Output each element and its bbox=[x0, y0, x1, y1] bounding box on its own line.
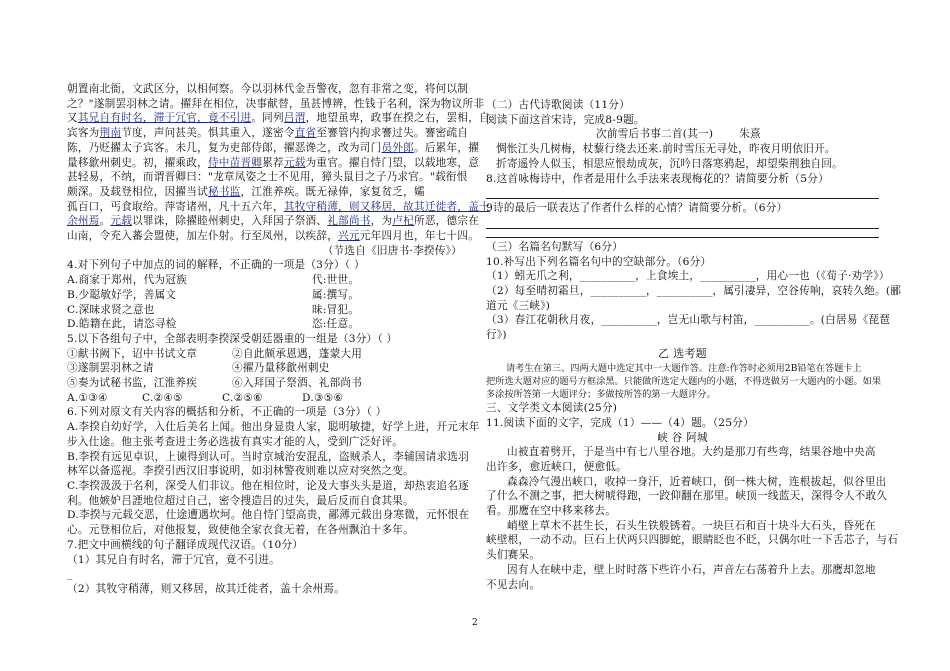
question-9: 9诗的最后一联表达了作者什么样的心情？请简要分析。（6分） bbox=[486, 202, 788, 215]
story-line: 了什么不测之事，把大树唬得跑，一跤仰翻在那里。峡顶一线蓝天，深得令人不敢久 bbox=[486, 490, 888, 503]
fill-blank-line: （3）春江花朝秋月夜，__________，岂无山歌与村笛，__________。(白居易《琵琶 bbox=[486, 314, 891, 327]
option-row: ①献书阙下，诏中书试文章 ②自此颇承恩遇，蓬蒙大用 bbox=[67, 347, 363, 360]
left-column bbox=[67, 82, 490, 597]
question-5: 5.以下各组句子中，全部表明李揆深受朝廷器重的一组是（3分）（ ） bbox=[67, 332, 398, 345]
text-line: 宾客为荆南节度，声问甚美。惧其重入，遂密令直省至謇管内拘求謇过失。謇密疏自 bbox=[67, 127, 469, 140]
fill-blank-line: 行》) bbox=[486, 329, 507, 342]
underlined-era: 兴元 bbox=[338, 230, 360, 243]
story-line: 森森冷气漫出峡口，收掉一身汗，近着峡口，倒一株大树，连根拔起，似谷里出 bbox=[507, 475, 887, 488]
section-heading: 三、文学类文本阅读(25分) bbox=[486, 402, 618, 415]
text-line: 步入仕途。他主张考查进士务必选拔有真实才能的人，受到广泛好评。 bbox=[67, 435, 404, 448]
poem-title: 次前雪后书事二首(其一) bbox=[596, 128, 714, 141]
option-row: D.皓籍在此，请恣寻检 恣:任意。 bbox=[67, 318, 360, 331]
option-row: A.商家于郑州，代为冠族 代:世世。 bbox=[67, 274, 360, 287]
answer-dash: _ bbox=[67, 568, 73, 581]
story-line: 头们赛呆。 bbox=[486, 549, 541, 562]
story-line: 出许多，愈近峡口，便愈低。 bbox=[486, 460, 627, 473]
answer-options: A.①③④ C.②④⑤ C.②⑤⑥ D.③⑤⑥ bbox=[67, 391, 344, 404]
notice-line: 把所选大题对应的题号方框涂黑。只能做所选定大题内的小题，不得选做另一大题内的小题。如果 bbox=[486, 375, 882, 387]
translation-item-1: （1）其兄自有时名，滞于冗官，竟不引进。 bbox=[67, 553, 281, 566]
text-line: 陈，乃贬擢太子宾客。未几，复为吏部侍郎，擢恶谗之，改为司门员外郎。后累年，擢 bbox=[67, 141, 480, 154]
question-6: 6.下列对原文有关内容的概括和分析，不正确的一项是（3分）（ ） bbox=[67, 406, 387, 419]
text-line: 孤百口，丐食取给。萍寄诸州，凡十五六年，其牧守稍薄，则又移居，故其迁徙者，盖十 bbox=[67, 200, 490, 213]
underlined-name: 吕渭 bbox=[283, 112, 306, 125]
text-line: 心。元登相位后，对他报复，致使他全家衣食无着，在各州飘泊十多年。 bbox=[67, 524, 414, 537]
poem-heading bbox=[486, 127, 879, 142]
source-citation: （节选自《旧唐书·李揆传》） bbox=[322, 244, 462, 257]
option-row: C.深昧求贤之意也 昧:冒犯。 bbox=[67, 303, 360, 316]
text-line: 山南，令充入蕃会盟使，加左仆射。行至凤州，以疾辞，兴元元年四月也，年七十四。 bbox=[67, 230, 480, 243]
story-line: 不见去向。 bbox=[486, 578, 541, 591]
story-line: 峭壁上草木不甚生长，石头生铁般锈着。一块巨石和百十块斗大石头，昏死在 bbox=[507, 519, 876, 532]
text-line: 又其兄自有时名，滞于冗官，竟不引进。同列吕渭，地望虽卑，政事在揆之右，罢相，自 bbox=[67, 112, 490, 125]
underlined-title: 秘书监 bbox=[207, 185, 241, 198]
text-line: 甚轻易，不纳，而谓晋卿曰："龙章凤姿之士不见用，獐头鼠目之子乃求官。"载衔恨 bbox=[67, 171, 468, 184]
question-7: 7.把文中画横线的句子翻译成现代汉语。（10分） bbox=[67, 538, 304, 551]
story-line: 峡壁根，一动不动。巨石上伏两只四脚蛇，眼睛眨也不眨，只偶尔吐一下舌芯子，与石 bbox=[486, 534, 899, 547]
option-row: ③遂制罢羽林之请 ④擢乃量移歙州刺史 bbox=[67, 362, 330, 375]
underlined-name: 元载 bbox=[110, 215, 133, 228]
underlined-title: 直省 bbox=[294, 127, 317, 140]
option-row: B.少聪敏好学，善属文 属:撰写。 bbox=[67, 288, 360, 301]
question-10: 10.补写出下列名篇名句中的空缺部分。（6分） bbox=[486, 255, 712, 268]
section-heading: （二）古代诗歌阅读（11分） bbox=[486, 99, 631, 111]
text-line: 朝置南北衙，文武区分，以相何察。今以羽林代金吾警夜，忽有非常之变，将何以制 bbox=[67, 83, 469, 95]
text-line: C.李揆汲汲于名利，深受人们非议。他在相位时，论及大事头头是道，却热衷追名逐 bbox=[67, 479, 469, 492]
answer-line[interactable] bbox=[486, 216, 879, 229]
underlined-title: 员外郎 bbox=[381, 141, 414, 154]
underlined-sentence: 其牧守稍薄，则又移居，故其迁徙者，盖十 bbox=[283, 200, 490, 213]
text-line: 利。他嫉妒吕諲地位超过自己，密令搜造吕的过失，最后反而自食其果。 bbox=[67, 494, 414, 507]
question-8: 8.这首咏梅诗中，作者是用什么手法来表现梅花的？请简要分析（5分） bbox=[486, 172, 829, 185]
section-heading: （三）名篇名句默写（6分） bbox=[486, 240, 624, 253]
underlined-name: 侍中苗晋卿 bbox=[207, 156, 263, 169]
story-line: 山被直着劈开，于是当中有七八里谷地。大约是那刀有些弯，结果谷地中央高 bbox=[507, 446, 876, 459]
text-line: 余州焉。元载以罪诛，除擢睦州刺史，入拜国子祭酒、礼部尚书，为卢杞所恶，德宗在 bbox=[67, 215, 480, 228]
poem-line: 折寄遥怜人似玉，相思应恨劫成灰，沉吟日落寒鸦起，却望柴荆独自回。 bbox=[496, 157, 843, 170]
story-line: 看。那鹰在空中移来移去。 bbox=[486, 505, 617, 518]
underlined-name: 卢杞 bbox=[392, 215, 414, 228]
underlined-title: 礼部尚书 bbox=[327, 215, 371, 228]
section-intro: 阅读下面这首宋诗，完成8-9题。 bbox=[486, 113, 645, 126]
poem-author: 朱熹 bbox=[739, 128, 761, 141]
right-column bbox=[486, 98, 902, 592]
story-title: 峡 谷 阿城 bbox=[657, 431, 708, 444]
translation-item-2: （2）其牧守稍薄，则又移居，故其迁徙者，盖十余州焉。 bbox=[67, 582, 346, 595]
underlined-sentence: 余州焉 bbox=[67, 215, 100, 228]
text-line: B.李揆有远见卓识，上谏得到认可。当时京城治安混乱，盗贼杀人，李辅国请求选羽 bbox=[67, 450, 470, 463]
text-line: 颇深。及载登相位，因擢当试秘书监，江淮养疾。既无禄俸，家复贫乏，孀 bbox=[67, 185, 425, 198]
underlined-name: 元载 bbox=[283, 156, 306, 169]
question-11: 11.阅读下面的文字，完成（1）——（4）题。（25分） bbox=[486, 416, 754, 429]
answer-line[interactable] bbox=[486, 231, 879, 238]
fill-blank-line: 道元《三峡》) bbox=[486, 299, 551, 312]
story-line: 因有人在峡中走，壁上时时落下些许小石，声音左右荡着升上去。那鹰却忽地 bbox=[507, 563, 876, 576]
text-line: D.李揆与元载交恶，仕途遭遇坎坷。他自恃门望高贵，鄙薄元载出身寒微，元怀恨在 bbox=[67, 509, 470, 522]
question-4: 4.对下列句子中加点的词的解释，不正确的一项是（3分）（ ） bbox=[67, 259, 365, 272]
text-line: 量移歙州刺史。初，擢乘政，侍中苗晋卿累荐元载为重官。擢自恃门望，以载地寒，意 bbox=[67, 156, 480, 169]
underlined-sentence: 其兄自有时名，滞于冗官，竟不引进 bbox=[77, 112, 252, 125]
poem-line: 惆怅江头几树梅，杖藜行绕去还来.前时雪压无寻处，昨夜月明依旧开。 bbox=[496, 143, 836, 156]
text-line: A.李揆自幼好学，入仕后美名上闻。他出身显贵人家，聪明敏捷，好学上进，开元末年 bbox=[67, 421, 480, 434]
answer-line[interactable] bbox=[486, 186, 879, 199]
notice-line: 请考生在第三、四两大题中选定其中一大题作答。注意:作答时必须用2B铅笔在答题卡上 bbox=[506, 362, 862, 374]
option-row: ⑤奏为试秘书监，江淮养疾 ⑥入拜国子祭酒、礼部尚书 bbox=[67, 377, 363, 390]
page-number: 2 bbox=[472, 618, 478, 628]
text-line: 林军以备巡视。李揆引西汉旧事说明，如羽林警夜则难以应对突然之变。 bbox=[67, 465, 414, 478]
notice-line: 多涂按所答第一大题评分；多做按所答的第一大题评分。 bbox=[486, 388, 716, 400]
optional-section-header: 乙 选考题 bbox=[658, 346, 707, 360]
fill-blank-line: （1）蚓无爪之利，__________，上食埃土，__________，用心一也（《荀子·劝学》） bbox=[486, 270, 890, 283]
underlined-place: 荆南 bbox=[99, 127, 122, 140]
text-line: 之？"遂制罢羽林之请。擢拜在相位，决事献替，虽甚博辨，性钱于名利，深为物议所非 bbox=[67, 97, 485, 110]
fill-blank-line: （2）每至晴初霜旦，__________，__________，属引凄异，空谷传响，哀转久绝。(郦 bbox=[486, 285, 902, 298]
